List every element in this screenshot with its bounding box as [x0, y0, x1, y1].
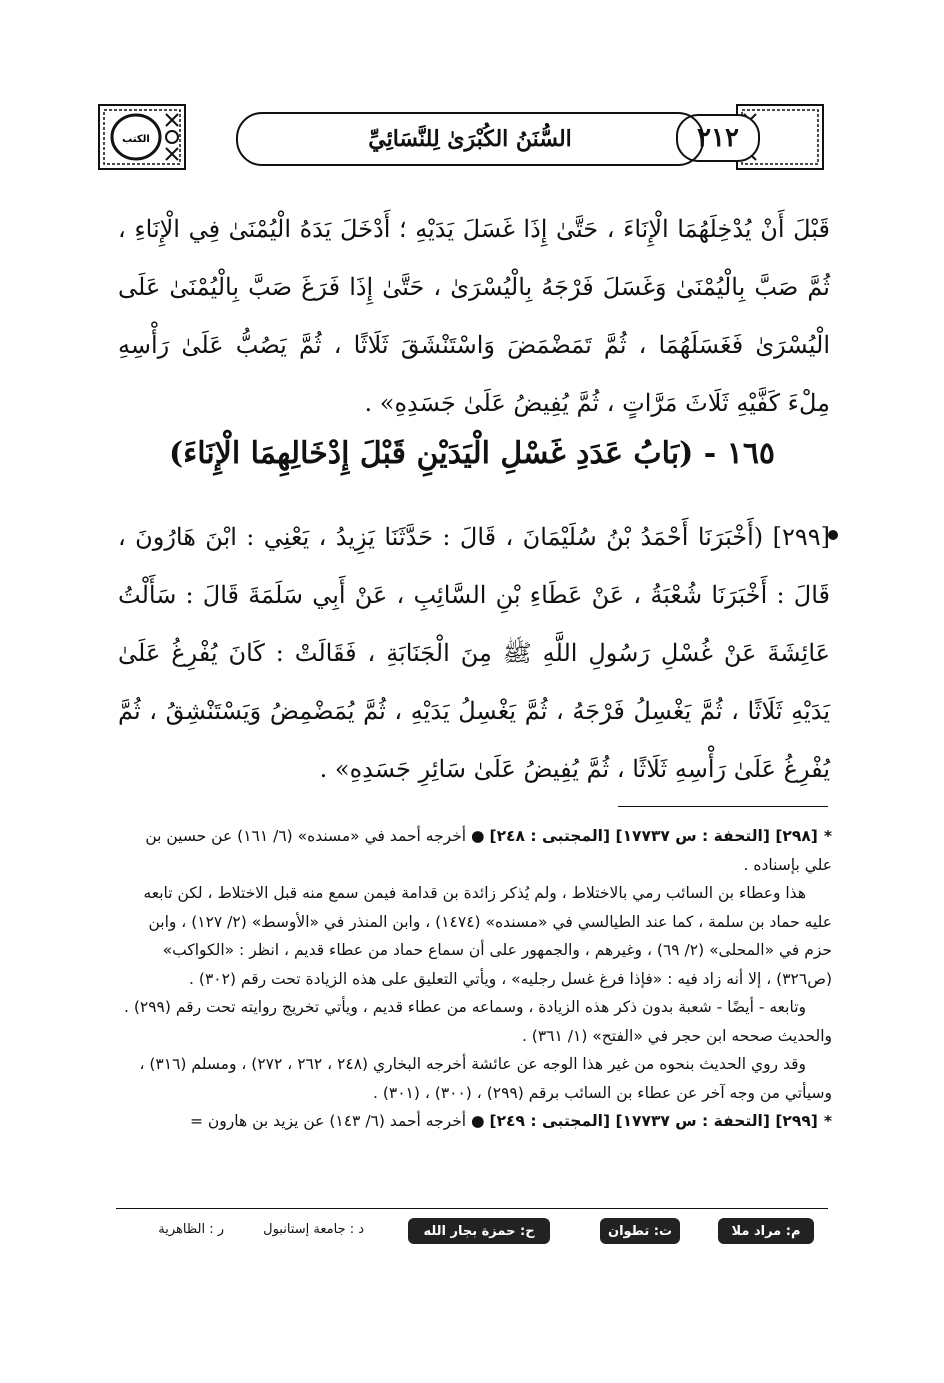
- page-number: ٢١٢: [697, 123, 739, 153]
- main-paragraph-2: [118, 508, 830, 798]
- footnote-298-para-4: وقد روي الحديث بنحوه من غير هذا الوجه عن عائشة أخرجه البخاري (٢٤٨ ، ٢٦٢ ، ٢٧٢) ، ومسلم (٣١٦) ، وسيأتي من وجه آخر عن عطاء بن السائب برقم (٢٩٩) ، (٣٠٠) ، (٣٠١) .: [139, 1055, 832, 1102]
- footnote-divider: [618, 806, 828, 807]
- siglum-t-badge: ت: تطوان: [600, 1218, 680, 1244]
- svg-text:الكتب: الكتب: [122, 134, 150, 145]
- siglum-d-label: د : جامعة إستانبول: [263, 1222, 364, 1237]
- hadith-intro: (أَخْبَرَنَا: [697, 523, 764, 551]
- footer-rule: [116, 1208, 828, 1209]
- footnote-298-para-3: وتابعه - أيضًا - شعبة بدون ذكر هذه الزيادة ، وسماعه من عطاء قديم ، ويأتي تخريج روايته تحت رقم (٢٩٩) . والحديث صححه ابن حجر في «الفتح» (١/ ٣٦١) .: [124, 998, 832, 1045]
- footnote-299: [116, 1107, 832, 1136]
- footnote-298: [116, 822, 832, 879]
- footnote-star: *: [823, 1112, 832, 1130]
- manuscript-sigla-footer: [0, 1208, 944, 1248]
- publisher-logo-ornament: [98, 104, 186, 170]
- footnote-299-text: ● أخرجه أحمد (٦/ ١٤٣) عن يزيد بن هارون =: [190, 1112, 485, 1130]
- footnote-298-ref: [٢٩٨] [التحفة : س ١٧٧٣٧] [المجتبى : ٢٤٨]: [489, 827, 818, 845]
- running-title-box: [236, 112, 704, 166]
- hadith-text: أَحْمَدُ بْنُ سُلَيْمَانَ ، قَالَ : حَدَّثَنَا يَزِيدُ ، يَعْنِي : ابْنَ هَارُونَ ، قَالَ : أَخْبَرَنَا شُعْبَةُ ، عَنْ عَطَاءِ بْنِ السَّائِبِ ، عَنْ أَبِي سَلَمَةَ قَالَ : سَأَلْتُ عَائِشَةَ عَنْ غُسْلِ رَسُولِ اللَّهِ ﷺ مِنَ الْجَنَابَةِ ، فَقَالَتْ : كَانَ يُفْرِغُ عَلَىٰ يَدَيْهِ ثَلَاثًا ، ثُمَّ يَغْسِلُ فَرْجَهُ ، ثُمَّ يَغْسِلُ يَدَيْهِ ، ثُمَّ يُمَضْمِضُ وَيَسْتَنْشِقُ ، ثُمَّ يُفْرِغُ عَلَىٰ رَأْسِهِ ثَلَاثًا ، ثُمَّ يُفِيضُ عَلَىٰ سَائِرِ جَسَدِهِ» .: [118, 523, 830, 783]
- main-paragraph-1: قَبْلَ أَنْ يُدْخِلَهُمَا الْإِنَاءَ ، حَتَّىٰ إِذَا غَسَلَ يَدَيْهِ ؛ أَدْخَلَ يَدَهُ الْيُمْنَىٰ فِي الْإِنَاءِ ، ثُمَّ صَبَّ بِالْيُمْنَىٰ وَغَسَلَ فَرْجَهُ بِالْيُسْرَىٰ ، حَتَّىٰ إِذَا فَرَغَ صَبَّ بِالْيُمْنَىٰ عَلَى الْيُسْرَىٰ فَغَسَلَهُمَا ، ثُمَّ تَمَضْمَضَ وَاسْتَنْشَقَ ثَلَاثًا ، ثُمَّ يَصُبُّ عَلَىٰ رَأْسِهِ مِلْءَ كَفَّيْهِ ثَلَاثَ مَرَّاتٍ ، ثُمَّ يُفِيضُ عَلَىٰ جَسَدِهِ» .: [118, 215, 830, 417]
- siglum-m-badge: م: مراد ملا: [718, 1218, 814, 1244]
- footnote-star: *: [823, 827, 832, 845]
- book-title: السُّنَنُ الكُبْرَىٰ لِلنَّسَائِيِّ: [368, 126, 572, 152]
- chapter-heading: ١٦٥ - (بَابُ عَدَدِ غَسْلِ الْيَدَيْنِ قَبْلَ إِدْخَالِهِمَا الْإِنَاءَ): [168, 436, 776, 471]
- siglum-h-badge: ح: حمزة بجار الله: [408, 1218, 550, 1244]
- footnote-298-text: ● أخرجه أحمد في «مسنده» (٦/ ١٦١) عن حسين بن علي بإسناده .: [145, 827, 832, 874]
- siglum-r-label: ر : الظاهرية: [158, 1222, 224, 1237]
- page-header: [98, 104, 824, 170]
- hadith-number: [٢٩٩]: [772, 523, 830, 551]
- footnote-298-para-2: هذا وعطاء بن السائب رمي بالاختلاط ، ولم يُذكر زائدة بن قدامة فيمن سمع منه قبل الاختلاط ، لكن تابعه عليه حماد بن سلمة ، كما عند الطيالسي في «مسنده» (١٤٧٤) ، وابن المنذر في «الأوسط» (٢/ ١٢٧) ، وابن حزم في «المحلى» (٢/ ٦٩) ، وغيرهم ، والجمهور على أن سماع حماد من عطاء قديم ، انظر : «الكواكب» (ص٣٢٦) ، إلا أنه زاد فيه : «فإذا فرغ غسل رجليه» ، ويأتي التعليق على هذه الزيادة تحت رقم (٣٠٢) .: [143, 884, 832, 988]
- footnotes: [116, 822, 832, 1136]
- footnote-299-ref: [٢٩٩] [التحفة : س ١٧٧٣٧] [المجتبى : ٢٤٩]: [489, 1112, 818, 1130]
